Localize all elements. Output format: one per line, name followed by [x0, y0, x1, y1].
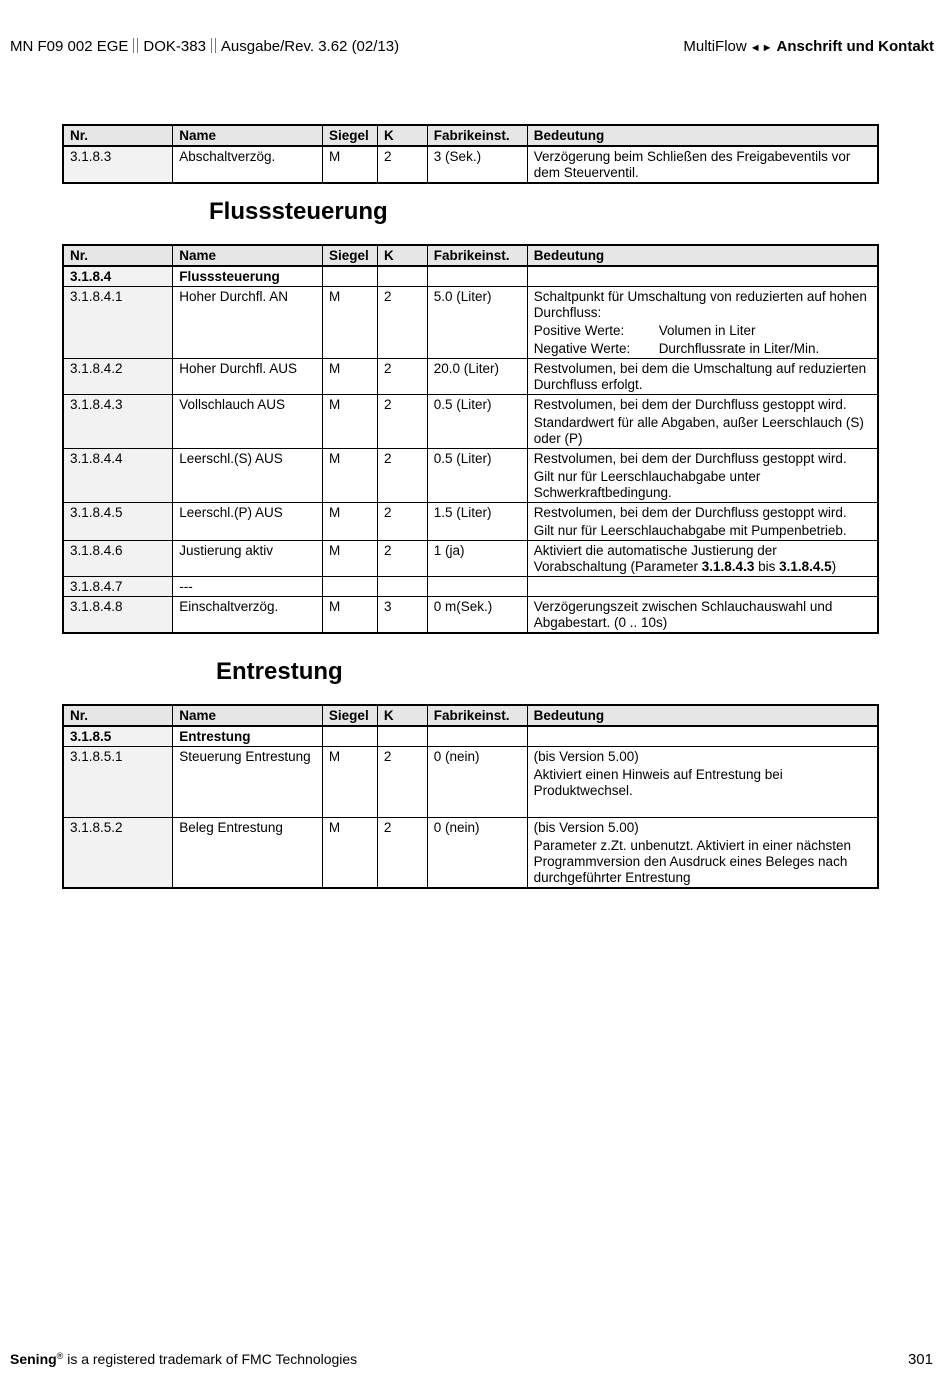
cell-nr: 3.1.8.4.4: [63, 449, 173, 503]
col-header-name: Name: [173, 245, 323, 266]
col-header-name: Name: [173, 705, 323, 726]
table-row: [63, 503, 878, 541]
cell-nr: 3.1.8.4.5: [63, 503, 173, 541]
cell-nr: 3.1.8.4.6: [63, 541, 173, 577]
col-header-siegel: Siegel: [322, 125, 377, 146]
meaning-note: Aktiviert einen Hinweis auf Entrestung bei Produktwechsel.: [533, 767, 783, 798]
chapter-title: Anschrift und Kontakt: [776, 38, 934, 55]
cell-siegel: M: [322, 541, 377, 577]
table-row: [63, 541, 878, 577]
cell-meaning: [527, 449, 878, 503]
cell-name: Abschaltverzög.: [173, 146, 323, 183]
col-header-factory: Fabrikeinst.: [427, 125, 527, 146]
brand-name: Sening: [10, 1351, 57, 1367]
col-header-meaning: Bedeutung: [527, 125, 878, 146]
separator: [211, 38, 216, 53]
group-row: [63, 266, 878, 287]
cell-meaning: Restvolumen, bei dem die Umschaltung auf reduzierten Durchfluss erfolgt.: [527, 359, 878, 395]
cell-k: [377, 577, 427, 597]
cell-nr: 3.1.8.3: [63, 146, 173, 183]
table-row: [63, 287, 878, 359]
cell-k: 2: [377, 747, 427, 818]
cell-meaning: [527, 541, 878, 577]
cell-meaning: [527, 395, 878, 449]
cell-siegel: M: [322, 287, 377, 359]
cell-factory: 0.5 (Liter): [427, 449, 527, 503]
meaning-note: Parameter z.Zt. unbenutzt. Aktiviert in einer nächsten Programmversion den Ausdruck eines Beleges nach durchgeführter Entrestung: [533, 838, 852, 885]
cell-factory: 0 m(Sek.): [427, 597, 527, 634]
cell-factory: [427, 577, 527, 597]
table-header-row: [63, 245, 878, 266]
cell-factory: 5.0 (Liter): [427, 287, 527, 359]
cell-siegel: [322, 577, 377, 597]
group-nr: 3.1.8.5: [63, 726, 173, 747]
registered-mark: ®: [56, 1351, 64, 1361]
meaning-note: Standardwert für alle Abgaben, außer Leerschlauch (S) oder (P): [533, 415, 864, 446]
meaning-positive: [534, 323, 872, 339]
running-header-right: [683, 38, 934, 55]
running-header-left: [10, 38, 399, 55]
cell-nr: 3.1.8.4.8: [63, 597, 173, 634]
cell-name: Steuerung Entrestung: [173, 747, 323, 818]
negative-value: Durchflussrate in Liter/Min.: [658, 341, 820, 356]
meaning-note: Gilt nur für Leerschlauchabgabe unter Schwerkraftbedingung.: [533, 469, 761, 500]
cell-k: 2: [377, 146, 427, 183]
nav-arrows-icon: ◄►: [749, 42, 774, 54]
table-header-row: [63, 705, 878, 726]
param-ref: 3.1.8.4.5: [779, 559, 832, 574]
cell-factory: 3 (Sek.): [427, 146, 527, 183]
positive-key: Positive Werte:: [533, 323, 625, 338]
meaning-text: Schaltpunkt für Umschaltung von reduzierten auf hohen Durchfluss:: [533, 289, 867, 320]
col-header-k: K: [377, 245, 427, 266]
cell-name: Vollschlauch AUS: [173, 395, 323, 449]
cell-meaning: Verzögerung beim Schließen des Freigabeventils vor dem Steuerventil.: [527, 146, 878, 183]
table-row: [63, 597, 878, 634]
cell-name: Hoher Durchfl. AN: [173, 287, 323, 359]
doc-id: MN F09 002 EGE: [10, 38, 129, 55]
meaning-text: ): [831, 559, 837, 574]
col-header-meaning: Bedeutung: [527, 245, 878, 266]
col-header-meaning: Bedeutung: [527, 705, 878, 726]
empty-cell: [527, 726, 878, 747]
group-name: Entrestung: [173, 726, 323, 747]
cell-k: 2: [377, 287, 427, 359]
cell-factory: 0.5 (Liter): [427, 395, 527, 449]
cell-meaning: [527, 818, 878, 889]
cell-siegel: M: [322, 449, 377, 503]
empty-cell: [377, 726, 427, 747]
table-header-row: [63, 125, 878, 146]
empty-cell: [322, 266, 377, 287]
table-row: [63, 747, 878, 818]
cell-meaning: [527, 287, 878, 359]
meaning-negative: [534, 341, 872, 357]
empty-cell: [322, 726, 377, 747]
param-ref: 3.1.8.4.3: [701, 559, 755, 574]
table-row: [63, 577, 878, 597]
cell-factory: 20.0 (Liter): [427, 359, 527, 395]
cell-meaning: Verzögerungszeit zwischen Schlauchauswahl und Abgabestart. (0 .. 10s): [527, 597, 878, 634]
parameter-table-drain: [62, 704, 879, 889]
cell-factory: 0 (nein): [427, 818, 527, 889]
cell-name: Leerschl.(P) AUS: [173, 503, 323, 541]
separator: [133, 38, 138, 53]
cell-k: 2: [377, 359, 427, 395]
cell-name: Hoher Durchfl. AUS: [173, 359, 323, 395]
negative-key: Negative Werte:: [533, 341, 631, 356]
col-header-factory: Fabrikeinst.: [427, 705, 527, 726]
cell-name: Leerschl.(S) AUS: [173, 449, 323, 503]
cell-siegel: M: [322, 503, 377, 541]
trademark-text: is a registered trademark of FMC Technologies: [63, 1351, 358, 1367]
product-name: MultiFlow: [683, 38, 747, 55]
col-header-siegel: Siegel: [322, 245, 377, 266]
group-nr: 3.1.8.4: [63, 266, 173, 287]
cell-k: 2: [377, 818, 427, 889]
meaning-text: Restvolumen, bei dem der Durchfluss gestoppt wird.: [533, 451, 847, 466]
cell-k: 2: [377, 395, 427, 449]
cell-name: Einschaltverzög.: [173, 597, 323, 634]
cell-nr: 3.1.8.5.2: [63, 818, 173, 889]
col-header-k: K: [377, 125, 427, 146]
meaning-text: (bis Version 5.00): [533, 749, 639, 764]
table-row: [63, 359, 878, 395]
cell-siegel: M: [322, 747, 377, 818]
cell-k: 2: [377, 449, 427, 503]
cell-name: ---: [173, 577, 323, 597]
col-header-nr: Nr.: [63, 705, 173, 726]
cell-factory: 1.5 (Liter): [427, 503, 527, 541]
col-header-name: Name: [173, 125, 323, 146]
col-header-nr: Nr.: [63, 125, 173, 146]
footer-trademark: [10, 1351, 357, 1367]
cell-factory: 1 (ja): [427, 541, 527, 577]
cell-meaning: [527, 503, 878, 541]
col-header-siegel: Siegel: [322, 705, 377, 726]
meaning-text: Aktiviert die automatische Justierung der Vorabschaltung (Parameter: [533, 543, 777, 574]
cell-nr: 3.1.8.4.3: [63, 395, 173, 449]
cell-name: Beleg Entrestung: [173, 818, 323, 889]
cell-name: Justierung aktiv: [173, 541, 323, 577]
col-header-factory: Fabrikeinst.: [427, 245, 527, 266]
meaning-note: Gilt nur für Leerschlauchabgabe mit Pumpenbetrieb.: [533, 523, 847, 538]
section-title-drain: Entrestung: [216, 658, 343, 685]
cell-k: 3: [377, 597, 427, 634]
group-name: Flusssteuerung: [173, 266, 323, 287]
cell-siegel: M: [322, 818, 377, 889]
revision: Ausgabe/Rev. 3.62 (02/13): [220, 38, 400, 55]
meaning-text: bis: [754, 559, 780, 574]
cell-factory: 0 (nein): [427, 747, 527, 818]
parameter-table-flow: [62, 244, 879, 634]
empty-cell: [527, 266, 878, 287]
col-header-k: K: [377, 705, 427, 726]
meaning-text: (bis Version 5.00): [533, 820, 639, 835]
table-row: [63, 395, 878, 449]
doc-ref: DOK-383: [143, 38, 206, 55]
cell-k: 2: [377, 503, 427, 541]
cell-siegel: M: [322, 359, 377, 395]
cell-nr: 3.1.8.4.1: [63, 287, 173, 359]
cell-siegel: M: [322, 597, 377, 634]
meaning-text: Restvolumen, bei dem der Durchfluss gestoppt wird.: [533, 505, 847, 520]
table-row: [63, 146, 878, 183]
col-header-nr: Nr.: [63, 245, 173, 266]
empty-cell: [377, 266, 427, 287]
cell-meaning: [527, 747, 878, 818]
parameter-table-shutoff: [62, 124, 879, 184]
table-row: [63, 818, 878, 889]
cell-nr: 3.1.8.4.2: [63, 359, 173, 395]
positive-value: Volumen in Liter: [658, 323, 756, 338]
empty-cell: [427, 726, 527, 747]
group-row: [63, 726, 878, 747]
cell-nr: 3.1.8.4.7: [63, 577, 173, 597]
meaning-text: Restvolumen, bei dem der Durchfluss gestoppt wird.: [533, 397, 847, 412]
cell-meaning: [527, 577, 878, 597]
cell-siegel: M: [322, 395, 377, 449]
cell-k: 2: [377, 541, 427, 577]
page-number: 301: [907, 1351, 933, 1368]
cell-siegel: M: [322, 146, 377, 183]
table-row: [63, 449, 878, 503]
empty-cell: [427, 266, 527, 287]
section-title-flow: Flusssteuerung: [209, 198, 388, 225]
cell-nr: 3.1.8.5.1: [63, 747, 173, 818]
